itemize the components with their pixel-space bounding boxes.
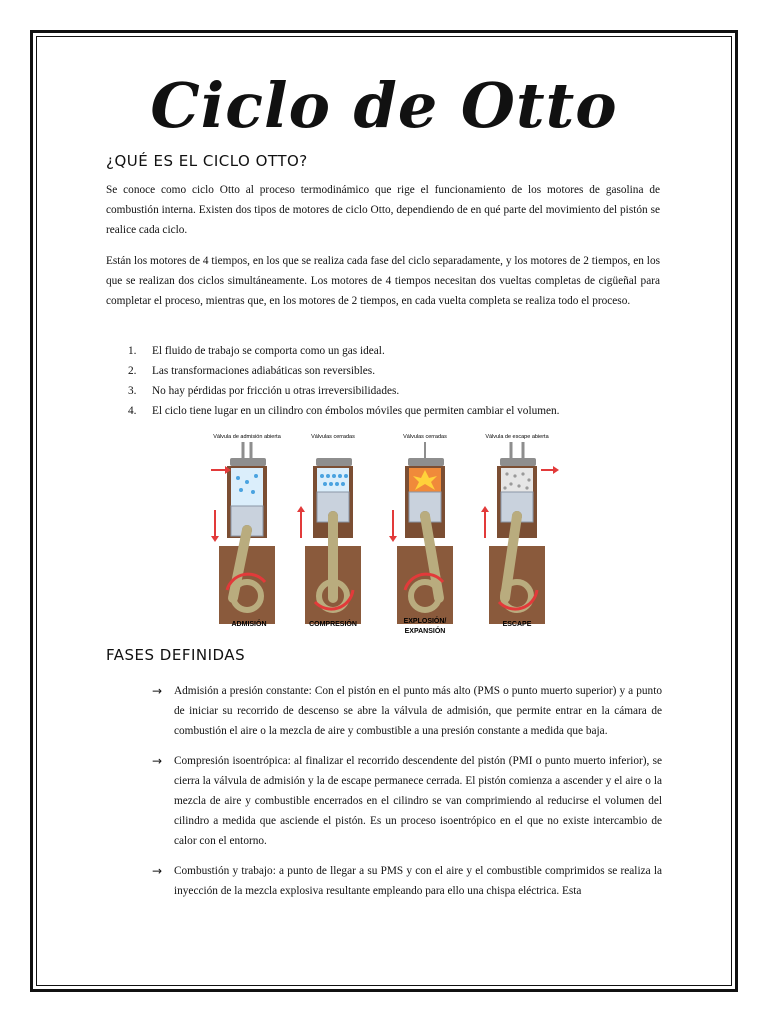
list-item-text: Combustión y trabajo: a punto de llegar a su PMS y con el aire y el combustible comprimidos se realiza la inyección de la mezcla explosiva resultante empleando para ello una chispa eléctrica. Esta xyxy=(174,865,662,897)
assumptions-list xyxy=(128,341,668,421)
list-item-text: Las transformaciones adiabáticas son reversibles. xyxy=(152,365,376,377)
intro-paragraph-1: Se conoce como ciclo Otto al proceso termodinámico que rige el funcionamiento de los motores de gasolina de combustión interna. Existen dos tipos de motores de ciclo Otto, dependiendo de en qué parte del movimiento del pistón se realice cada ciclo. xyxy=(106,184,660,236)
stage-top-label: Válvula de admisión abierta xyxy=(213,434,281,440)
list-item xyxy=(128,341,668,361)
stage-admision xyxy=(211,434,282,628)
list-item xyxy=(128,381,668,401)
otto-cycle-diagram xyxy=(205,430,561,640)
arrow-icon: → xyxy=(152,864,163,878)
list-number: 1. xyxy=(128,345,137,357)
list-item-text: Compresión isoentrópica: al finalizar el recorrido descendente del pistón (PMI o punto muerto inferior), se cierra la válvula de admisión y la de escape permanece cerrada. El pistón comienza a ascender y el aire o la mezcla de aire y combustible encerrados en el cilindro se van comprimiendo al reducirse el volumen del cilindro a medida que asciende el pistón. Es un proceso isoentrópico en el que no existe intercambio de calor con el entorno. xyxy=(174,755,662,847)
stage-compresion xyxy=(297,434,361,628)
list-item-text: Admisión a presión constante: Con el pistón en el punto más alto (PMS o punto muerto superior) y a punto de iniciar su recorrido de descenso se abre la válvula de admisión, que permite entrar en la cámara de combustión el aire o la mezcla de aire y combustible a una presión constante a medida que baja. xyxy=(174,685,662,737)
list-number: 2. xyxy=(128,365,137,377)
stage-bottom-label: ESCAPE xyxy=(502,621,532,628)
list-item-text: El ciclo tiene lugar en un cilindro con émbolos móviles que permiten cambiar el volumen. xyxy=(152,405,560,417)
page-title: Ciclo de Otto xyxy=(150,69,618,142)
list-item xyxy=(152,861,662,901)
stage-bottom-label: ADMISIÓN xyxy=(231,621,267,628)
section-heading-fases: FASES DEFINIDAS xyxy=(106,646,246,664)
list-item-text: No hay pérdidas por fricción u otras irreversibilidades. xyxy=(152,385,400,397)
list-item xyxy=(152,751,662,851)
stage-top-label: Válvula de escape abierta xyxy=(485,434,549,440)
stage-top-label: Válvulas cerradas xyxy=(403,434,447,440)
intro-paragraph-2: Están los motores de 4 tiempos, en los que se realiza cada fase del ciclo separadamente, y los motores de 2 tiempos, en los que se realizan dos ciclos simultáneamente. Los motores de 4 tiempos necesitan dos vueltas completas de cigüeñal para completar el proceso, mientras que, en los motores de 2 tiempos, en cada vuelta completa se realiza todo el proceso. xyxy=(106,255,660,307)
list-item xyxy=(128,361,668,381)
arrow-icon: → xyxy=(152,684,163,698)
stage-escape xyxy=(481,434,559,628)
stage-top-label: Válvulas cerradas xyxy=(311,434,355,440)
stage-bottom-label: EXPLOSIÓN/ xyxy=(403,618,447,625)
stage-bottom-label: COMPRESIÓN xyxy=(309,621,357,628)
list-item-text: El fluido de trabajo se comporta como un gas ideal. xyxy=(152,345,385,357)
stage-explosion xyxy=(389,434,453,635)
arrow-icon: → xyxy=(152,754,163,768)
section-heading-que-es: ¿QUÉ ES EL CICLO OTTO? xyxy=(106,152,308,170)
list-number: 4. xyxy=(128,405,137,417)
list-item xyxy=(128,401,668,421)
list-item xyxy=(152,681,662,741)
stage-bottom-label-2: EXPANSIÓN xyxy=(404,628,446,635)
phases-list xyxy=(152,681,662,911)
list-number: 3. xyxy=(128,385,137,397)
